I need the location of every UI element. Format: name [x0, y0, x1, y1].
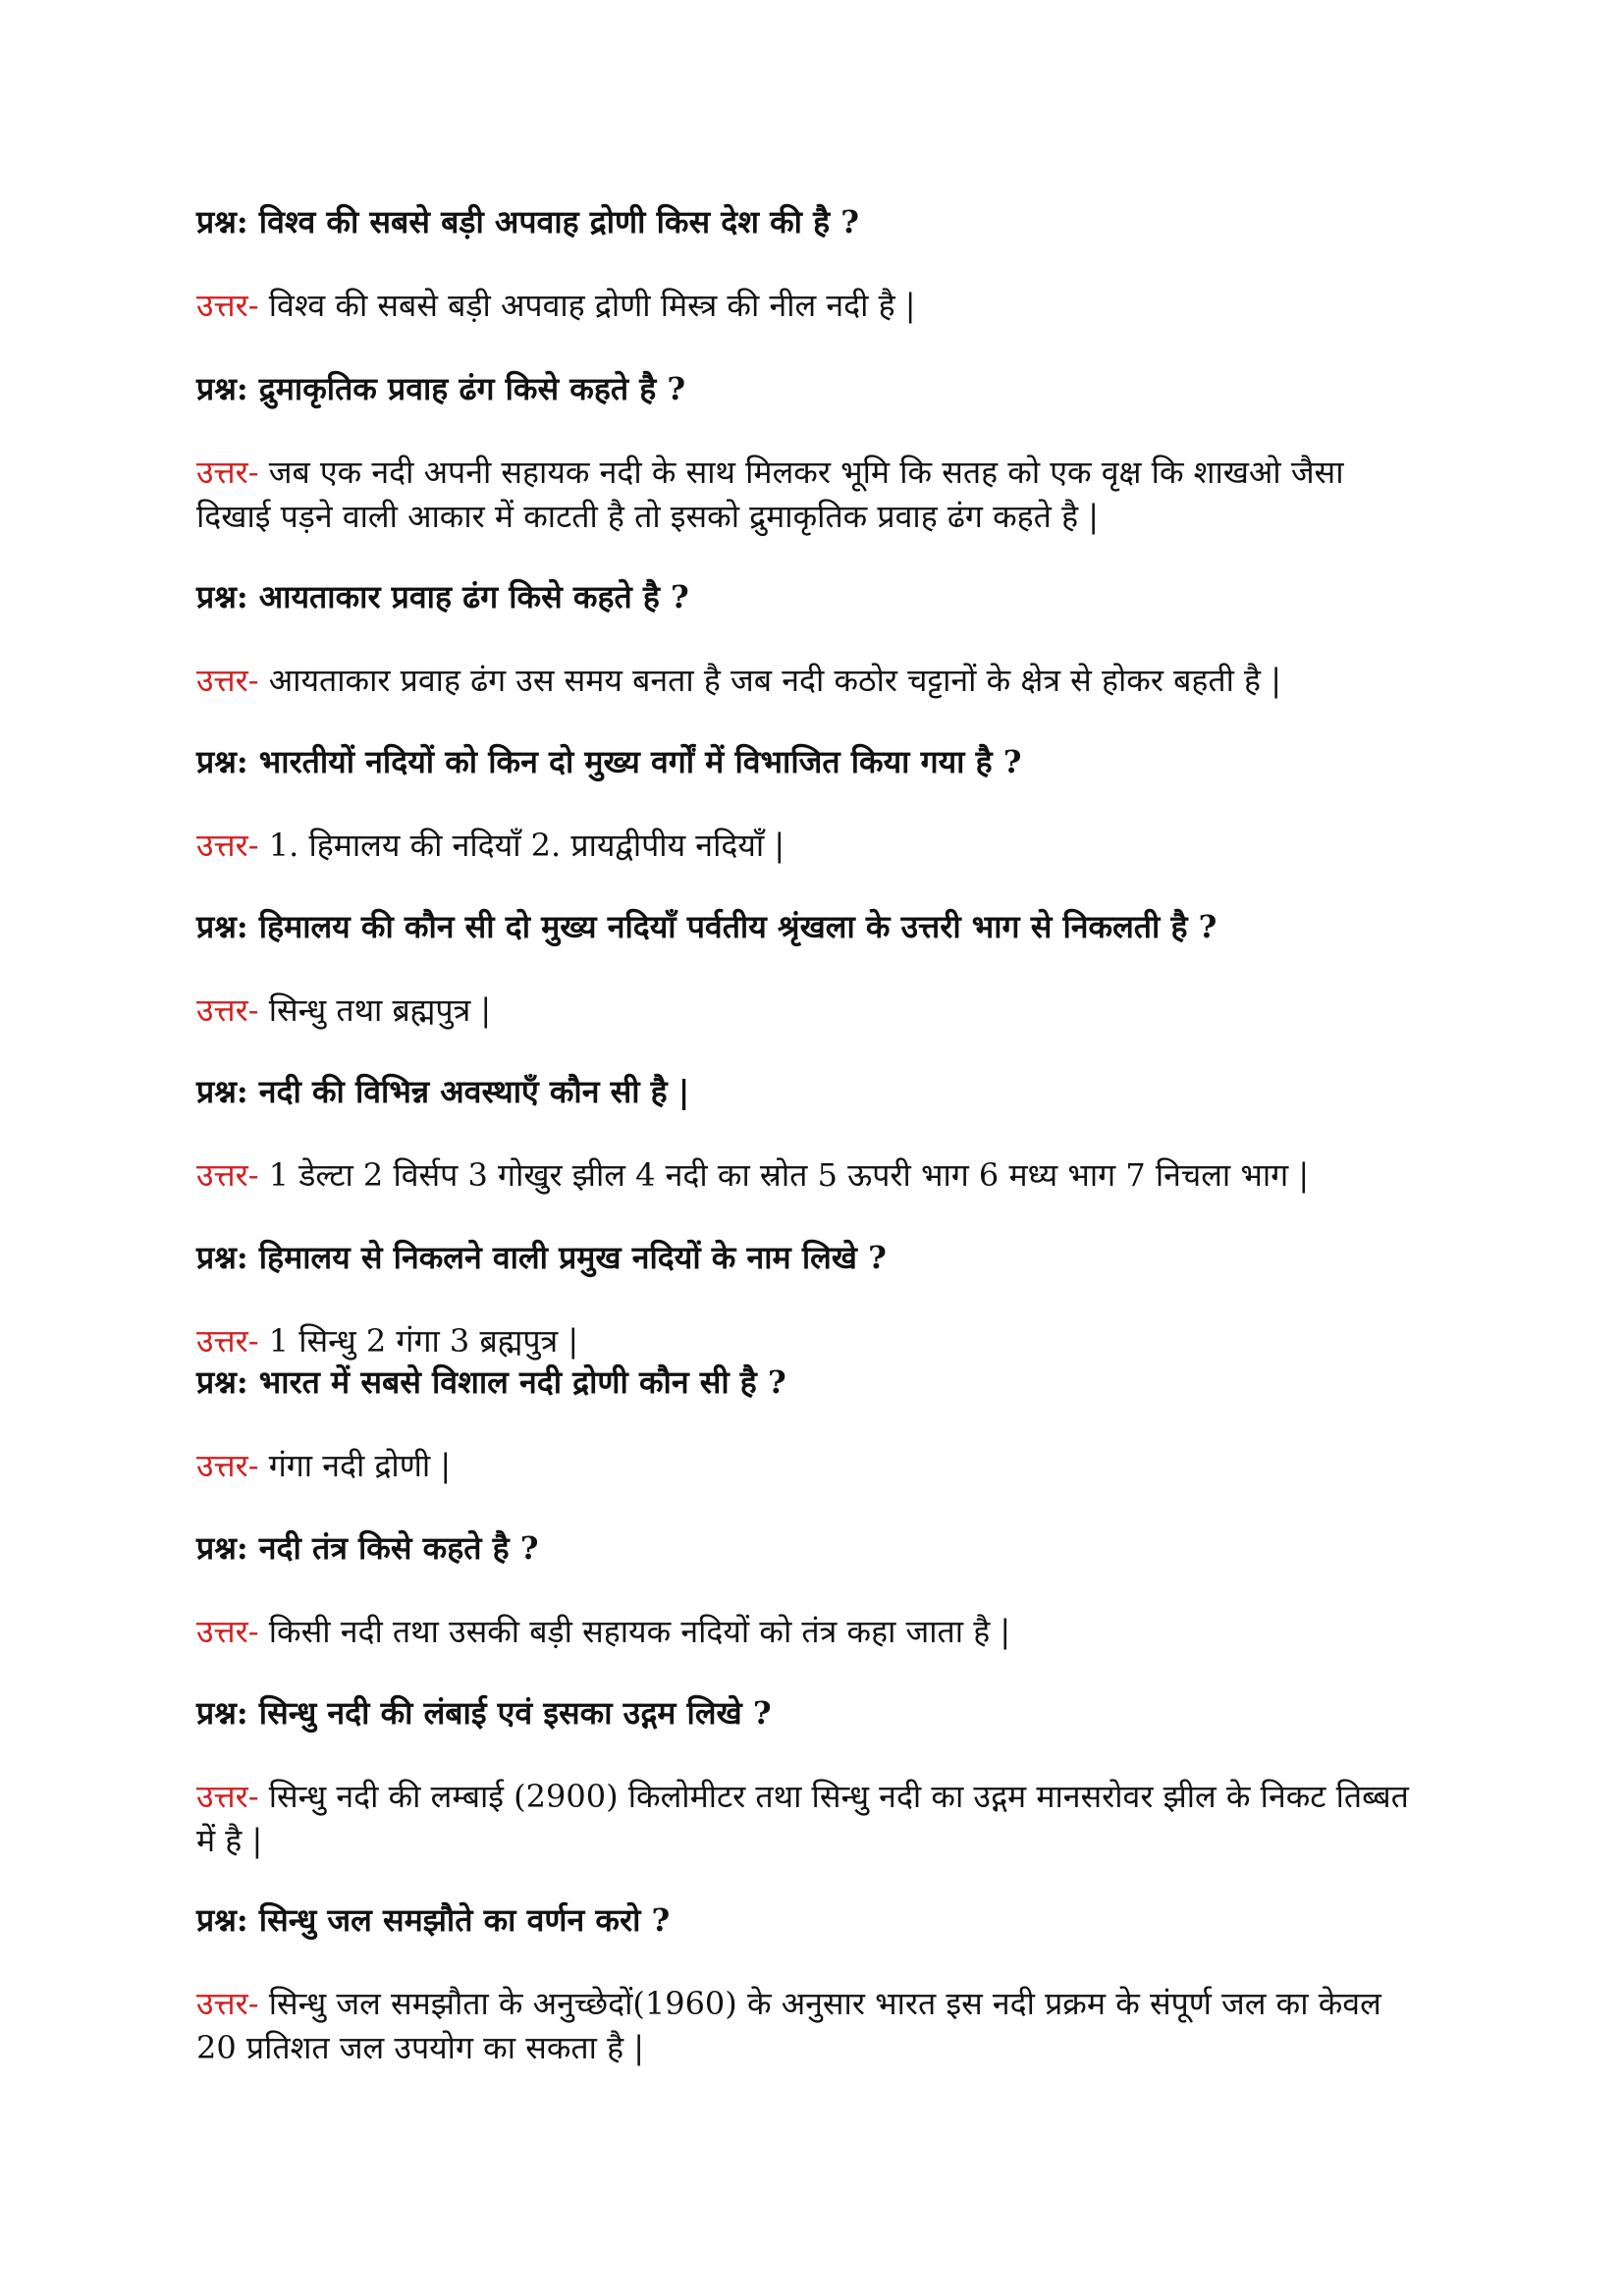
- question: प्रश्न: विश्व की सबसे बड़ी अपवाह द्रोणी किस देश की है ?: [196, 203, 859, 240]
- qa-block-7: [196, 1237, 1414, 1363]
- answer: [196, 284, 1414, 328]
- answer: [196, 1610, 1414, 1654]
- answer-text: विश्व की सबसे बड़ी अपवाह द्रोणी मिस्त्र की नील नदी है |: [258, 287, 916, 324]
- answer-text: सिन्धु तथा ब्रह्मपुत्र |: [258, 991, 492, 1029]
- answer-label: उत्तर-: [196, 287, 259, 324]
- answer-text: 1 डेल्टा 2 विर्सप 3 गोखुर झील 4 नदी का स्रोत 5 ऊपरी भाग 6 मध्य भाग 7 निचला भाग |: [258, 1156, 1310, 1194]
- question: प्रश्न: द्रुमाकृतिक प्रवाह ढंग किसे कहते है ?: [196, 370, 686, 407]
- question: प्रश्न: हिमालय की कौन सी दो मुख्य नदियाँ पर्वतीय श्रृंखला के उत्तरी भाग से निकलती है ?: [196, 908, 1217, 945]
- qa-block-6: [196, 1071, 1414, 1198]
- qa-block-10: [196, 1692, 1414, 1863]
- answer-text: सिन्धु जल समझौता के अनुच्छेदों(1960) के अनुसार भारत इस नदी प्रक्रम के संपूर्ण जल का केवल 20 प्रतिशत जल उपयोग का सकता है |: [196, 1985, 1381, 2066]
- qa-block-3: [196, 576, 1414, 703]
- answer-text: किसी नदी तथा उसकी बड़ी सहायक नदियों को तंत्र कहा जाता है |: [258, 1613, 1011, 1650]
- answer: [196, 1982, 1414, 2070]
- answer-label: उत्तर-: [196, 1778, 259, 1815]
- answer-label: उत्तर-: [196, 662, 259, 699]
- qa-block-4: [196, 741, 1414, 868]
- qa-block-9: [196, 1527, 1414, 1654]
- answer-label: उत्तर-: [196, 1156, 259, 1194]
- answer: [196, 1319, 1414, 1363]
- answer-text: आयताकार प्रवाह ढंग उस समय बनता है जब नदी कठोर चट्टानों के क्षेत्र से होकर बहती है |: [258, 662, 1281, 699]
- question: प्रश्न: हिमालय से निकलने वाली प्रमुख नदियों के नाम लिखे ?: [196, 1239, 887, 1276]
- answer: [196, 824, 1414, 868]
- answer-label: उत्तर-: [196, 454, 259, 491]
- answer: [196, 1153, 1414, 1198]
- answer-text: गंगा नदी द्रोणी |: [258, 1447, 452, 1484]
- question: प्रश्न: नदी तंत्र किसे कहते है ?: [196, 1529, 539, 1567]
- answer-label: उत्तर-: [196, 1447, 259, 1484]
- question: प्रश्न: सिन्धु नदी की लंबाई एवं इसका उद्गम लिखे ?: [196, 1694, 772, 1732]
- qa-block-1: [196, 201, 1414, 328]
- question: प्रश्न: आयताकार प्रवाह ढंग किसे कहते है ?: [196, 578, 689, 615]
- answer-label: उत्तर-: [196, 827, 259, 864]
- question: प्रश्न: भारत में सबसे विशाल नदी द्रोणी कौन सी है ?: [196, 1363, 786, 1401]
- qa-block-5: [196, 906, 1414, 1033]
- answer: [196, 659, 1414, 703]
- answer-text: जब एक नदी अपनी सहायक नदी के साथ मिलकर भूमि कि सतह को एक वृक्ष कि शाखओ जैसा दिखाई पड़ने वाली आकार में काटती है तो इसको द्रुमाकृतिक प्रवाह ढंग कहते है |: [196, 454, 1344, 535]
- qa-block-11: [196, 1899, 1414, 2070]
- qa-block-2: [196, 368, 1414, 539]
- qa-block-8: [196, 1362, 1414, 1488]
- answer-label: उत्तर-: [196, 991, 259, 1029]
- answer-label: उत्तर-: [196, 1322, 259, 1360]
- answer-label: उत्तर-: [196, 1985, 259, 2022]
- answer: [196, 1775, 1414, 1863]
- answer: [196, 451, 1414, 539]
- answer-text: सिन्धु नदी की लम्बाई (2900) किलोमीटर तथा सिन्धु नदी का उद्गम मानसरोवर झील के निकट तिब्बत में है |: [196, 1778, 1409, 1859]
- answer-text: 1 सिन्धु 2 गंगा 3 ब्रह्मपुत्र |: [258, 1322, 579, 1360]
- question: प्रश्न: सिन्धु जल समझौते का वर्णन करो ?: [196, 1901, 671, 1939]
- question: प्रश्न: नदी की विभिन्न अवस्थाएँ कौन सी है |: [196, 1073, 690, 1110]
- answer-label: उत्तर-: [196, 1613, 259, 1650]
- question: प्रश्न: भारतीयों नदियों को किन दो मुख्य वर्गों में विभाजित किया गया है ?: [196, 743, 1022, 780]
- answer: [196, 1444, 1414, 1488]
- answer: [196, 988, 1414, 1033]
- answer-text: 1. हिमालय की नदियाँ 2. प्रायद्वीपीय नदियाँ |: [258, 827, 785, 864]
